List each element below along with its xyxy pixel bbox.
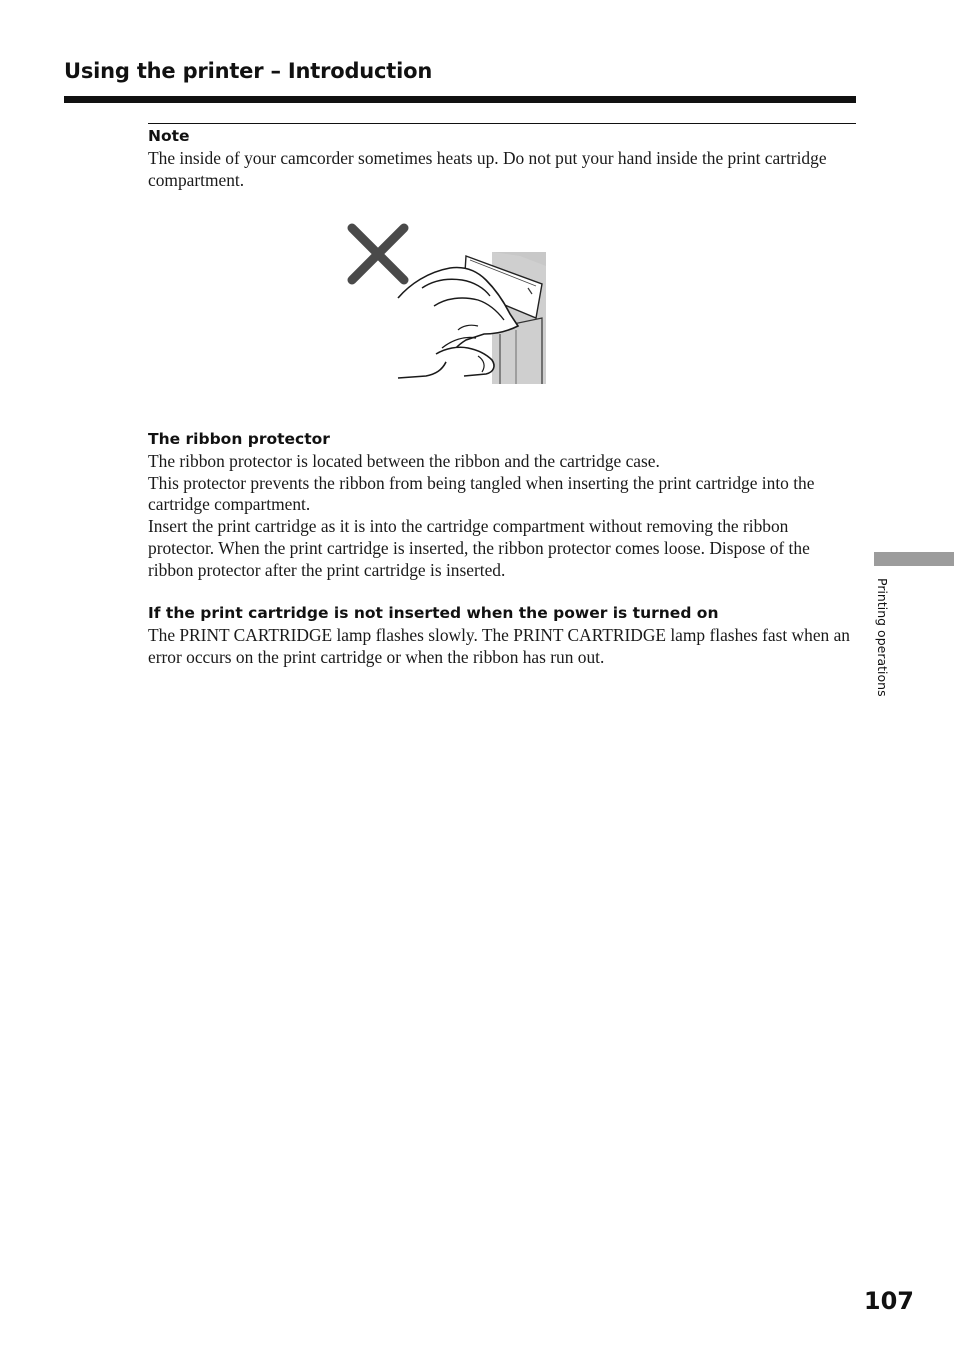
header-rule — [64, 96, 856, 103]
ribbon-paragraph-1: The ribbon protector is located between the ribbon and the cartridge case. — [148, 450, 660, 471]
note-heading: Note — [148, 127, 190, 145]
page-number: 107 — [863, 1287, 914, 1315]
ribbon-paragraph-3: Insert the print cartridge as it is into the cartridge compartment without removing the ribbon protector. When the print cartridge is inserted, the ribbon protector comes loose. Dispose of the ribbon protector after the print cartridge is inserted. — [148, 516, 810, 580]
section-tab-marker — [874, 552, 954, 566]
ribbon-protector-section — [148, 429, 858, 582]
note-text: The inside of your camcorder sometimes heats up. Do not put your hand inside the print cartridge compartment. — [148, 147, 827, 190]
note-rule — [148, 123, 856, 124]
section-tab-label: Printing operations — [875, 578, 890, 697]
ribbon-protector-heading: The ribbon protector — [148, 430, 330, 448]
prohibited-x-icon — [352, 228, 404, 280]
note-section — [148, 126, 858, 191]
power-on-heading: If the print cartridge is not inserted when the power is turned on — [148, 604, 719, 622]
power-on-text: The PRINT CARTRIDGE lamp flashes slowly. The PRINT CARTRIDGE lamp flashes fast when an error occurs on the print cartridge or when the ribbon has run out. — [148, 624, 850, 667]
power-on-section — [148, 603, 858, 668]
ribbon-paragraph-2: This protector prevents the ribbon from being tangled when inserting the print cartridge into the cartridge compartment. — [148, 472, 815, 515]
page-title: Using the printer – Introduction — [64, 59, 433, 83]
hand-warning-illustration — [346, 222, 548, 386]
